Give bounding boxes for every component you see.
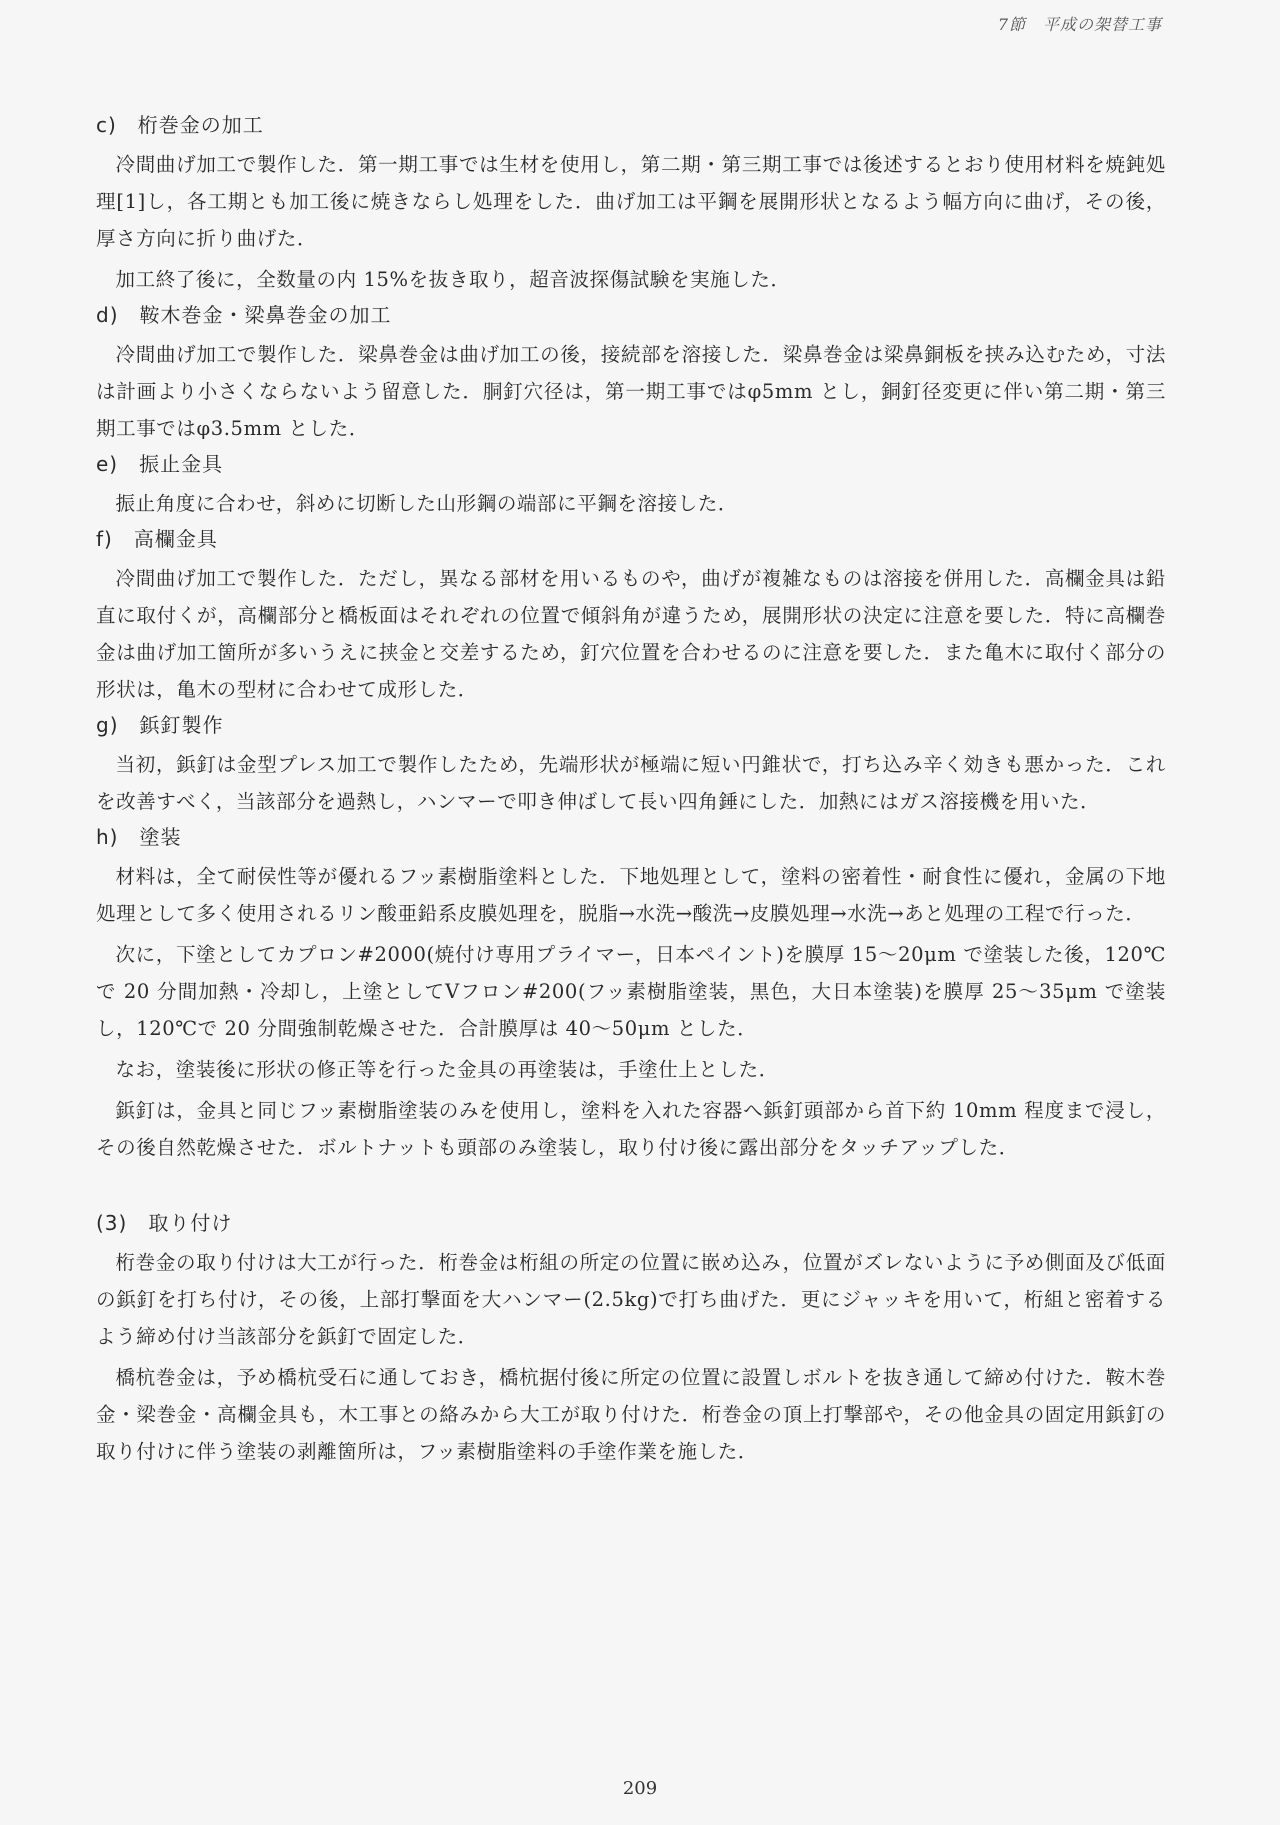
section-f — [96, 526, 1166, 708]
section-heading: c) 桁巻金の加工 — [96, 113, 264, 137]
paragraph: 当初，鋲釘は金型プレス加工で製作したため，先端形状が極端に短い円錐状で，打ち込み辛く効きも悪かった．これを改善すべく，当該部分を過熱し，ハンマーで叩き伸ばして長い四角錘にした．加熱にはガス溶接機を用いた． — [96, 753, 1166, 813]
section-heading: (3) 取り付け — [96, 1211, 233, 1235]
section-heading: h) 塗装 — [96, 825, 182, 849]
section-e — [96, 451, 1166, 522]
section-g — [96, 712, 1166, 820]
body-content — [96, 112, 1166, 1474]
paragraph: 振止角度に合わせ，斜めに切断した山形鋼の端部に平鋼を溶接した． — [115, 492, 739, 515]
paragraph: 加工終了後に，全数量の内 15%を抜き取り，超音波探傷試験を実施した． — [115, 268, 791, 291]
section-heading: g) 鋲釘製作 — [96, 713, 224, 737]
section-3-installation — [96, 1210, 1166, 1470]
paragraph: 橋杭巻金は，予め橋杭受石に通しておき，橋杭据付後に所定の位置に設置しボルトを抜き通して締め付けた．鞍木巻金・梁巻金・高欄金具も，木工事との絡みから大工が取り付けた．桁巻金の頂上打撃部や，その他金具の固定用鋲釘の取り付けに伴う塗装の剥離箇所は，フッ素樹脂塗料の手塗作業を施した． — [96, 1366, 1166, 1463]
running-header: 7節 平成の架替工事 — [997, 15, 1162, 34]
paragraph: 鋲釘は，金具と同じフッ素樹脂塗装のみを使用し，塗料を入れた容器へ鋲釘頭部から首下約 10mm 程度まで浸し，その後自然乾燥させた．ボルトナットも頭部のみ塗装し，取り付け後に露出部分をタッチアップした． — [96, 1099, 1166, 1159]
section-heading: f) 高欄金具 — [96, 527, 218, 551]
section-heading: e) 振止金具 — [96, 452, 224, 476]
paragraph: 桁巻金の取り付けは大工が行った．桁巻金は桁組の所定の位置に嵌め込み，位置がズレないように予め側面及び低面の鋲釘を打ち付け，その後，上部打撃面を大ハンマー(2.5kg)で打ち曲げた．更にジャッキを用いて，桁組と密着するよう締め付け当該部分を鋲釘で固定した． — [96, 1251, 1166, 1348]
paragraph: 冷間曲げ加工で製作した．ただし，異なる部材を用いるものや，曲げが複雑なものは溶接を併用した．高欄金具は鉛直に取付くが，高欄部分と橋板面はそれぞれの位置で傾斜角が違うため，展開形状の決定に注意を要した．特に高欄巻金は曲げ加工箇所が多いうえに挟金と交差するため，釘穴位置を合わせるのに注意を要した．また亀木に取付く部分の形状は，亀木の型材に合わせて成形した． — [96, 567, 1166, 701]
section-c — [96, 112, 1166, 298]
paragraph: 次に，下塗としてカプロン#2000(焼付け専用プライマー，日本ペイント)を膜厚 15～20μm で塗装した後，120℃で 20 分間加熱・冷却し，上塗としてVフロン#200(フッ素樹脂塗装，黒色，大日本塗装)を膜厚 25～35μm で塗装し，120℃で 20 分間強制乾燥させた．合計膜厚は 40～50μm とした． — [96, 943, 1166, 1040]
paragraph: 冷間曲げ加工で製作した．梁鼻巻金は曲げ加工の後，接続部を溶接した．梁鼻巻金は梁鼻銅板を挟み込むため，寸法は計画より小さくならないよう留意した．胴釘穴径は，第一期工事ではφ5mm とし，銅釘径変更に伴い第二期・第三期工事ではφ3.5mm とした． — [96, 343, 1166, 440]
paragraph: 冷間曲げ加工で製作した．第一期工事では生材を使用し，第二期・第三期工事では後述するとおり使用材料を焼鈍処理[1]し，各工期とも加工後に焼きならし処理をした．曲げ加工は平鋼を展開形状となるよう幅方向に曲げ，その後，厚さ方向に折り曲げた． — [96, 153, 1166, 250]
section-gap — [96, 1170, 1166, 1210]
section-d — [96, 302, 1166, 447]
section-h — [96, 824, 1166, 1166]
page-number: 209 — [622, 1778, 658, 1799]
paragraph: なお，塗装後に形状の修正等を行った金具の再塗装は，手塗仕上とした． — [115, 1058, 779, 1081]
paragraph: 材料は，全て耐侯性等が優れるフッ素樹脂塗料とした．下地処理として，塗料の密着性・耐食性に優れ，金属の下地処理として多く使用されるリン酸亜鉛系皮膜処理を，脱脂→水洗→酸洗→皮膜処理→水洗→あと処理の工程で行った． — [96, 865, 1166, 925]
section-heading: d) 鞍木巻金・梁鼻巻金の加工 — [96, 303, 392, 327]
